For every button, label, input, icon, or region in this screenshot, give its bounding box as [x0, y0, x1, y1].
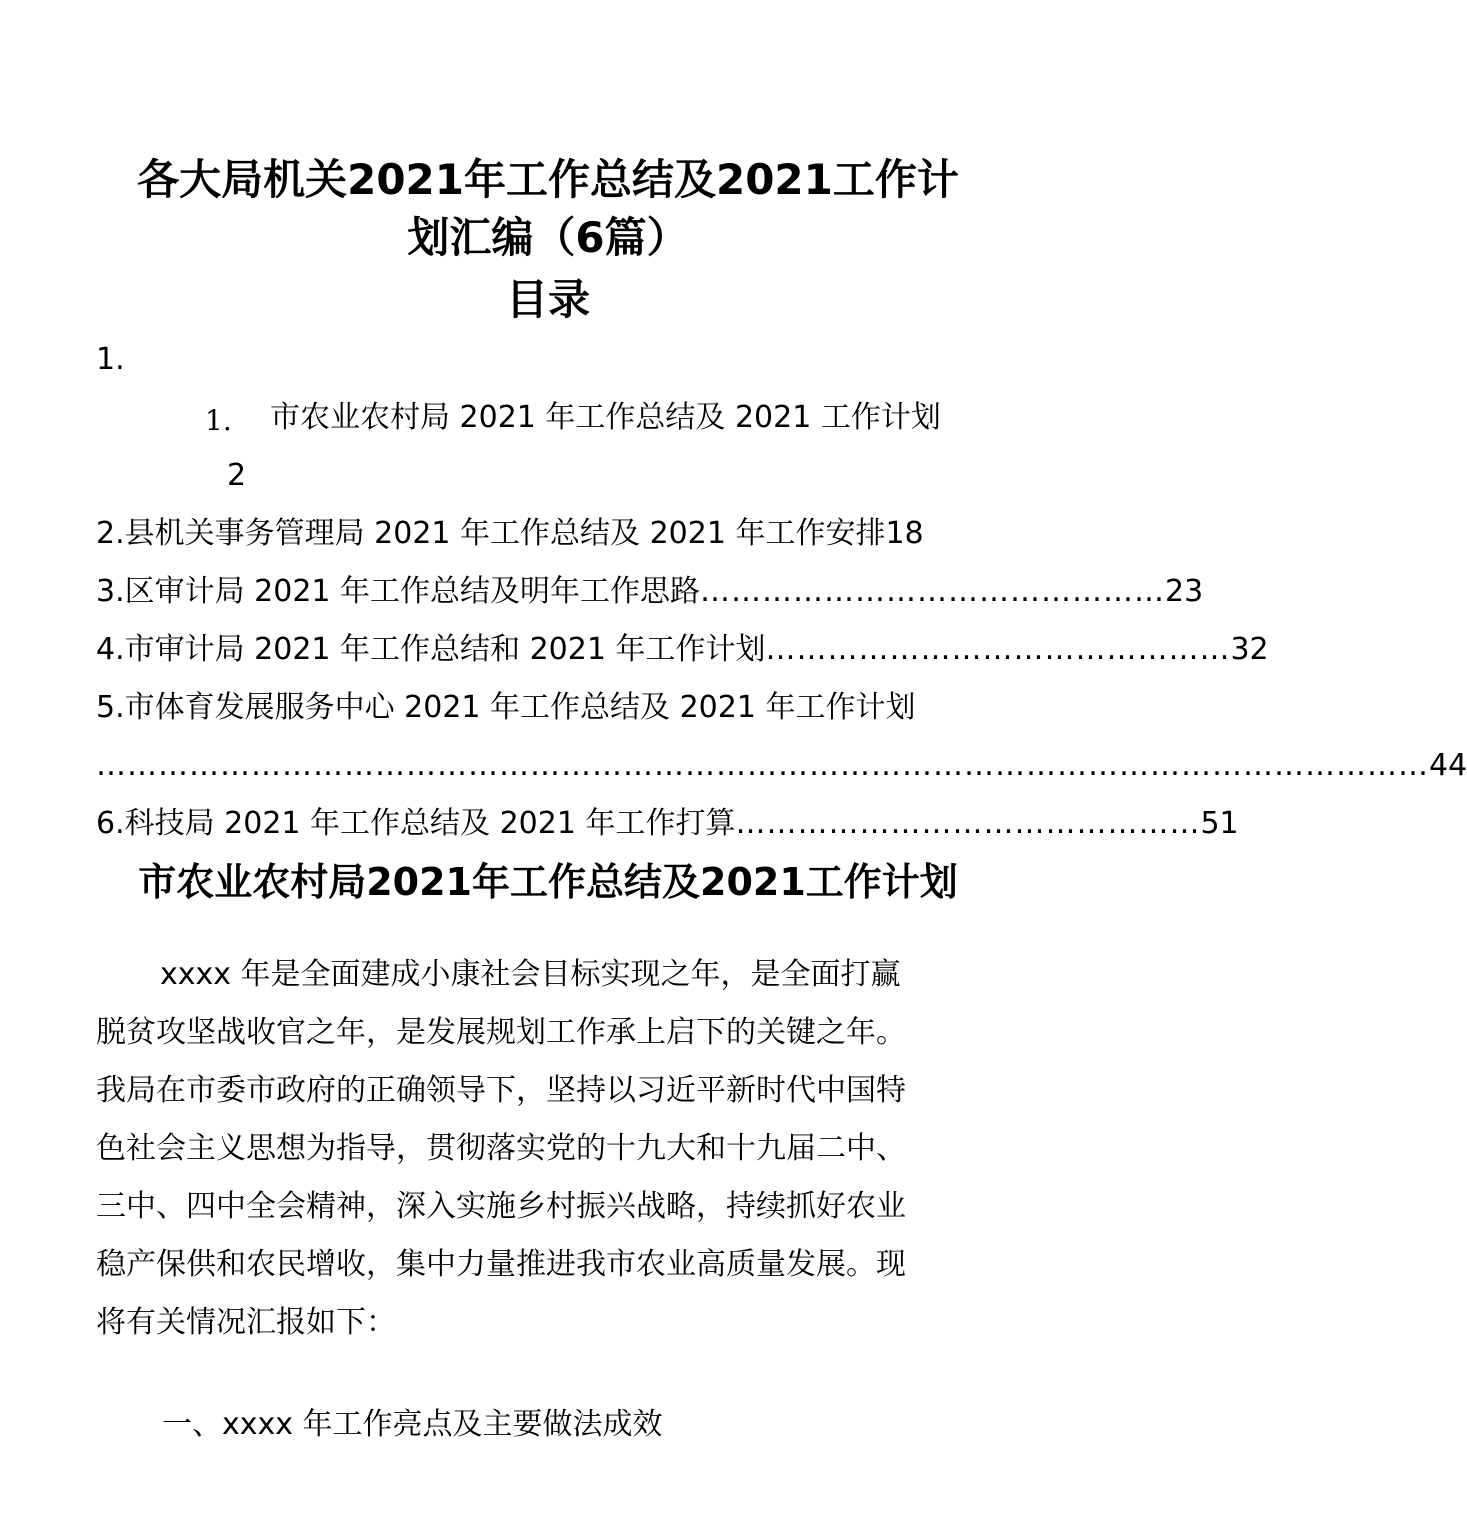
toc-item-4[interactable] — [96, 630, 1269, 670]
paragraph-line: 三中、四中全会精神，深入实施乡村振兴战略，持续抓好农业 — [96, 1189, 906, 1224]
toc-item-3-page: 23 — [1165, 574, 1204, 609]
toc-item-2[interactable] — [96, 514, 1000, 554]
paragraph-line: 稳产保供和农民增收，集中力量推进我市农业高质量发展。现 — [96, 1247, 906, 1282]
paragraph-line: xxxx 年是全面建成小康社会目标实现之年，是全面打赢 — [160, 957, 901, 992]
toc-item-4-page: 32 — [1230, 632, 1269, 667]
toc-leader-dots: ……………………………………… — [735, 806, 1201, 841]
document-title-line-1: 各大局机关2021年工作总结及2021工作计 — [137, 155, 959, 204]
paragraph-line: 色社会主义思想为指导，贯彻落实党的十九大和十九届二中、 — [96, 1131, 906, 1166]
toc-leader-dots: ……………………………………… — [765, 632, 1231, 667]
toc-item-6[interactable] — [96, 804, 1239, 844]
toc-leader-dots: ………………………………………………………………………………………………………………… — [96, 748, 1429, 783]
toc-item-6-text: 6.科技局 2021 年工作总结及 2021 年工作打算 — [96, 806, 736, 841]
toc-item-5-text[interactable]: 5.市体育发展服务中心 2021 年工作总结及 2021 年工作计划 — [96, 690, 916, 725]
section-subheading: 一、xxxx 年工作亮点及主要做法成效 — [162, 1407, 663, 1442]
toc-item-5-page: 44 — [1429, 748, 1467, 783]
paragraph-line: 我局在市委市政府的正确领导下，坚持以习近平新时代中国特 — [96, 1073, 906, 1108]
toc-item-1-page[interactable]: 2 — [227, 458, 247, 493]
toc-item-6-page: 51 — [1200, 806, 1239, 841]
toc-heading: 目录 — [505, 275, 590, 324]
paragraph-line: 将有关情况汇报如下： — [96, 1305, 396, 1340]
toc-item-2-page: 18 — [885, 516, 924, 551]
section-title: 市农业农村局2021年工作总结及2021工作计划 — [138, 860, 958, 904]
toc-leader-dots: ……………………………………… — [700, 574, 1166, 609]
toc-item-3-text: 3.区审计局 2021 年工作总结及明年工作思路 — [96, 574, 701, 609]
toc-item-2-text: 2.县机关事务管理局 2021 年工作总结及 2021 年工作安排 — [96, 516, 886, 551]
document-title-line-2: 划汇编（6篇） — [407, 213, 689, 262]
toc-item-1-text[interactable]: 市农业农村局 2021 年工作总结及 2021 工作计划 — [270, 400, 941, 435]
toc-top-number: 1. — [96, 342, 125, 377]
paragraph-line: 脱贫攻坚战收官之年，是发展规划工作承上启下的关键之年。 — [96, 1015, 906, 1050]
toc-item-5-continuation[interactable] — [96, 746, 1467, 786]
toc-item-4-text: 4.市审计局 2021 年工作总结和 2021 年工作计划 — [96, 632, 766, 667]
toc-item-3[interactable] — [96, 572, 1204, 612]
toc-item-1-number: 1. — [205, 404, 232, 437]
